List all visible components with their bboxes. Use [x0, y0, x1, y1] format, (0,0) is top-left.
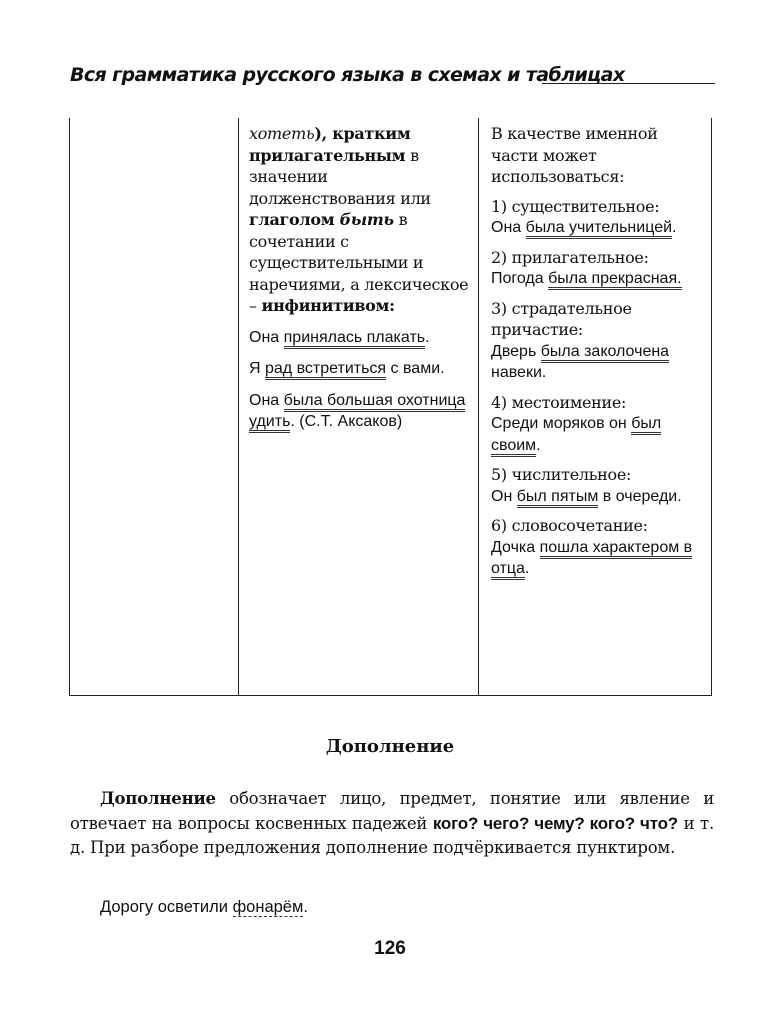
column-divider-1: [238, 118, 239, 695]
definition-paragraph: Дополнение обозначает лицо, предмет, понятие или явление и отвечает на вопросы косвенных падежей кого? чего? чему? кого? что? и т. д. При разборе предложения дополнение подчёркивается пунктиром.: [70, 789, 715, 857]
column-divider-2: [478, 118, 479, 695]
list-item: 1) существительное: Она была учительницей.: [491, 196, 706, 239]
example-1: Она принялась плакать.: [249, 327, 469, 349]
list-item: 4) местоимение: Среди моряков он был своим.: [491, 392, 706, 457]
running-header: [70, 64, 715, 90]
book-title: Вся грамматика русского языка в схемах и таблицах: [70, 64, 625, 86]
section-title: Дополнение: [325, 736, 455, 757]
example-3: Она была большая охотница удить. (С.Т. Аксаков): [249, 390, 469, 433]
nominal-part-intro: В качестве именной части может использоваться:: [491, 124, 658, 186]
object-example: Дорогу осветили фонарём.: [100, 898, 308, 916]
list-item: 2) прилагательное: Погода была прекрасная.: [491, 247, 706, 290]
list-item: 5) числительное: Он был пятым в очереди.: [491, 464, 706, 507]
list-item: 3) страдательное причастие: Дверь была заколочена навеки.: [491, 298, 670, 381]
list-item: 6) словосочетание: Дочка пошла характером в отца.: [491, 515, 706, 580]
header-rule: [542, 83, 715, 84]
example-2: Я рад встретиться с вами.: [249, 358, 469, 380]
table-column-3: [491, 123, 706, 580]
examples: [249, 327, 469, 433]
definition-text: хотеть), кратким прилагательным в значении долженствования или глаголом быть в сочетании с существительными и наречиями, а лексическое – инфинитивом:: [249, 124, 469, 315]
page-number: 126: [374, 938, 406, 959]
table-column-2: [249, 123, 469, 433]
predicate-table: [69, 118, 712, 696]
